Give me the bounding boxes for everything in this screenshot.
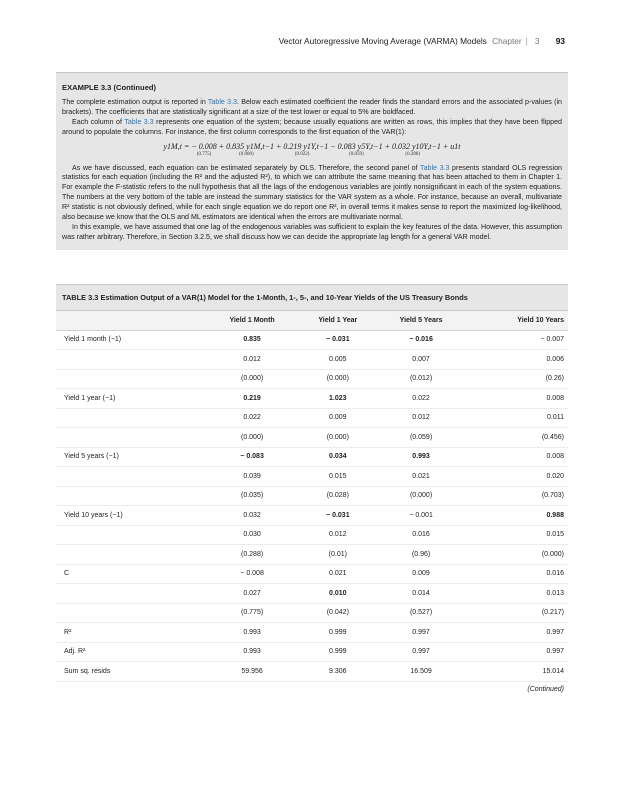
chapter-label: Chapter [492,36,522,46]
var-equation: y1M,t = − 0.008 (0.775) + 0.835 y1M,t−1 (0.000) + 0.219 y1Y,t−1 (0.022) − 0.083 y5Y,t−1 (0.059) + 0.032 y10Y,t−1 (0.288) + u1t [163,141,461,157]
table-cell: 0.032 [206,506,298,526]
table-cell: (0.035) [206,486,298,506]
chapter-separator: | [525,36,528,46]
table-cell: 0.997 [377,623,464,643]
table-row [56,369,568,389]
table-cell: (0.000) [206,369,298,389]
table-row [56,467,568,487]
table-cell: 0.022 [377,389,464,409]
table-cell: 0.993 [206,623,298,643]
table-cell: (0.000) [298,428,377,448]
table-cell: 0.993 [206,642,298,662]
table-cell: 0.999 [298,642,377,662]
row-label [56,545,206,565]
running-title: Vector Autoregressive Moving Average (VARMA) Models [278,36,487,46]
table-cell: 0.009 [377,564,464,584]
table-row [56,486,568,506]
table-cell: 15.014 [465,662,568,682]
table-row [56,428,568,448]
table-cell: 0.016 [465,564,568,584]
table-cell: 0.008 [465,389,568,409]
row-label: Yield 1 year (−1) [56,389,206,409]
table-cell: 0.020 [465,467,568,487]
table-cell: 0.015 [298,467,377,487]
table-caption: TABLE 3.3 Estimation Output of a VAR(1) Model for the 1-Month, 1-, 5-, and 10-Year Yields of the US Treasury Bonds [56,284,568,311]
table-row [56,564,568,584]
estimation-table [56,284,568,693]
table-cell: (0.217) [465,603,568,623]
table-cell: 0.007 [377,350,464,370]
table-cell: (0.028) [298,486,377,506]
table-cell: 0.014 [377,584,464,604]
row-label [56,369,206,389]
table-cell: (0.042) [298,603,377,623]
table-cell: 0.997 [465,642,568,662]
table-cell: 0.021 [377,467,464,487]
row-label: R² [56,623,206,643]
column-header: Yield 10 Years [465,311,568,330]
table-cell: 0.012 [206,350,298,370]
row-label: Yield 5 years (−1) [56,447,206,467]
table-cell: − 0.031 [298,506,377,526]
table-row [56,642,568,662]
row-label [56,467,206,487]
table-row [56,447,568,467]
table-row [56,603,568,623]
column-header-label [56,311,206,330]
running-head [279,36,565,46]
table-row [56,525,568,545]
row-label: Sum sq. resids [56,662,206,682]
table-cell: 0.013 [465,584,568,604]
table-cell: 16.509 [377,662,464,682]
row-label [56,408,206,428]
row-label [56,603,206,623]
table-cell: (0.703) [465,486,568,506]
table-cell: 1.023 [298,389,377,409]
table-cell: 0.006 [465,350,568,370]
column-header: Yield 5 Years [377,311,464,330]
table-cell: (0.059) [377,428,464,448]
chapter-number: 3 [534,36,540,46]
row-label: Yield 1 month (−1) [56,330,206,350]
table-cell: 0.039 [206,467,298,487]
table-cell: 0.008 [465,447,568,467]
table-cell: (0.456) [465,428,568,448]
table-cell: 0.021 [298,564,377,584]
table-row [56,584,568,604]
table-cell: − 0.001 [377,506,464,526]
table-cell: 0.997 [377,642,464,662]
table-cell: − 0.031 [298,330,377,350]
row-label [56,428,206,448]
table-cell: 0.009 [298,408,377,428]
table-cell: (0.000) [465,545,568,565]
row-label [56,584,206,604]
row-label [56,486,206,506]
table-row [56,389,568,409]
row-label: Yield 10 years (−1) [56,506,206,526]
table-cell: 0.016 [377,525,464,545]
table-cell: 0.993 [377,447,464,467]
table-row [56,545,568,565]
example-paragraph-2: Each column of Table 3.3 represents one equation of the system; because usually equations are written as rows, this implies that they have been flipped around to populate the columns. For instance, the first column corresponds to the first equation of the VAR(1): [62,117,562,136]
row-label: Adj. R² [56,642,206,662]
example-paragraph-4: In this example, we have assumed that one lag of the endogenous variables was sufficient to explain the key features of the data. However, this assumption was rather arbitrary. Therefore, in Section 3.2.5, we shall discuss how we can decide the appropriate lag length for a general VAR model. [62,222,562,241]
example-paragraph-1: The complete estimation output is reported in Table 3.3. Below each estimated coefficient the reader finds the standard errors and the associated p-values (in brackets). The coefficients that are statistically significant at a size of the test lower or equal to 5% are boldfaced. [62,97,563,116]
table-row [56,408,568,428]
table-cell: 0.022 [206,408,298,428]
table-cell: 0.015 [465,525,568,545]
table-cell: − 0.007 [465,330,568,350]
table-cell: 0.010 [298,584,377,604]
table-cell: 0.030 [206,525,298,545]
table-cell: 0.011 [465,408,568,428]
table-row [56,330,568,350]
table-header-row [56,311,568,330]
table-cell: 0.027 [206,584,298,604]
continued-note: (Continued) [527,685,564,693]
table-cell: (0.000) [298,369,377,389]
page-number: 93 [555,36,565,46]
table-cell: 9.306 [298,662,377,682]
table-cell: 0.005 [298,350,377,370]
table-link[interactable]: Table 3.3 [207,97,238,106]
column-header: Yield 1 Month [206,311,298,330]
table-cell: 0.219 [206,389,298,409]
table-cell: (0.527) [377,603,464,623]
table-cell: 0.034 [298,447,377,467]
table-cell: (0.01) [298,545,377,565]
table-row [56,623,568,643]
row-label [56,525,206,545]
example-heading: EXAMPLE 3.3 (Continued) [62,83,157,92]
table-cell: (0.000) [377,486,464,506]
table-link[interactable]: Table 3.3 [124,117,154,126]
table-cell: 59.956 [206,662,298,682]
row-label [56,350,206,370]
table-cell: 0.988 [465,506,568,526]
table-cell: 0.012 [377,408,464,428]
column-header: Yield 1 Year [298,311,377,330]
table-cell: (0.000) [206,428,298,448]
table-cell: 0.835 [206,330,298,350]
row-label: C [56,564,206,584]
table-link[interactable]: Table 3.3 [420,163,450,172]
table-row [56,350,568,370]
example-box [56,72,568,250]
table-cell: − 0.016 [377,330,464,350]
table-row [56,506,568,526]
example-paragraph-3: As we have discussed, each equation can be estimated separately by OLS. Therefore, the second panel of Table 3.3 presents standard OLS regression statistics for each equation (including the R² and the adjusted R²), to which we can attribute the same meaning that has been attached to them in Chapter 1. For example the F-statistic refers to the null hypothesis that all the lags of the endogenous variables are jointly nonsignificant in each of the system equations. The numbers at the very bottom of the table are instead the summary statistics for the VAR system as a whole. For instance, because an overall, multivariate R² statistic is not obviously defined, while for each single equation we do report one R², in overall terms it makes sense to report the maximized log-likelihood, also because we know that the OLS and ML estimators are identical when the errors are multivariate normal. [62,163,562,222]
table-cell: − 0.083 [206,447,298,467]
table-cell: 0.012 [298,525,377,545]
table-cell: (0.96) [377,545,464,565]
table-cell: (0.26) [465,369,568,389]
table-cell: (0.775) [206,603,298,623]
table-cell: (0.012) [377,369,464,389]
table-cell: 0.999 [298,623,377,643]
table-row [56,662,568,682]
results-table [56,311,568,682]
table-cell: (0.288) [206,545,298,565]
table-cell: 0.997 [465,623,568,643]
table-cell: − 0.008 [206,564,298,584]
